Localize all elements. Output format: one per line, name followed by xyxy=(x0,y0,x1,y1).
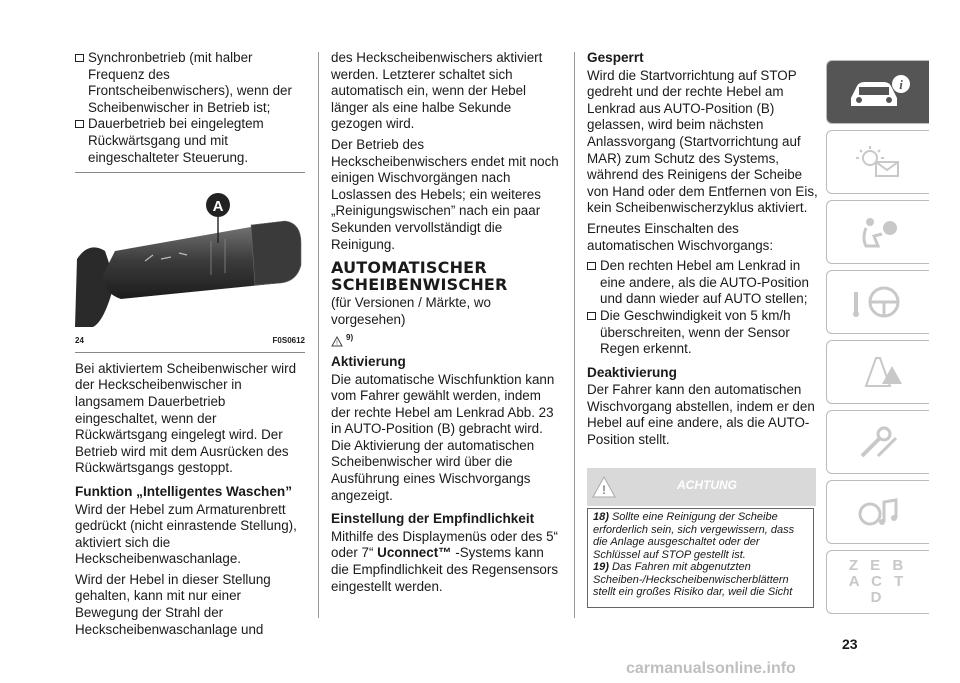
figure-24 xyxy=(75,181,303,331)
paragraph: Der Fahrer kann den automatischen Wischvorgang abstellen, indem er den Hebel auf eine andere, als die AUTO-Position stellt. xyxy=(587,382,815,448)
paragraph: Wird die Startvorrichtung auf STOP gedreht und der rechte Hebel am Lenkrad aus AUTO-Position (B) gelassen, wird beim nächsten Anlassvorgang (Startvorrichtung auf MAR) zum Schutz des Systems, während des Reinigens der Scheibe von Hand oder dem Entfernen von Eis, kein Scheibenwischerzyklus aktiviert. xyxy=(587,67,818,216)
warning-header xyxy=(587,468,816,506)
road-warning-icon xyxy=(848,352,908,392)
separator xyxy=(75,172,305,173)
figure-marker-a: A xyxy=(212,198,224,216)
multimedia-icon xyxy=(848,492,908,532)
paragraph: Bei aktiviertem Scheibenwischer wird der Heckscheibenwischer in langsamem Dauerbetrieb eingeschaltet, wenn der Rückwärtsgang eingelegt wird. Der Betrieb wird mit dem Ausrücken des Rückwärtsgangs gestoppt. xyxy=(75,360,297,476)
svg-text:!: ! xyxy=(602,483,606,497)
bullet-item: Synchronbetrieb (mit halber Frequenz des Frontscheibenwischers), wenn der Scheibenwischer in Betrieb ist; xyxy=(75,50,305,116)
airbag-icon xyxy=(848,212,908,252)
wiper-lever-illustration xyxy=(75,181,303,331)
heading-activation: Aktivierung xyxy=(331,353,406,369)
page-number: 23 xyxy=(842,636,858,652)
column-3 xyxy=(587,50,819,453)
svg-text:!: ! xyxy=(336,340,338,347)
column-divider xyxy=(318,52,319,618)
bullet-item: Den rechten Hebel am Lenkrad in eine andere, als die AUTO-Position und dann wieder auf AUTO stellen; xyxy=(587,258,819,308)
heading-automatic-wiper: AUTOMATISCHER SCHEIBENWISCHER xyxy=(331,258,508,295)
tools-icon xyxy=(848,422,908,462)
paragraph: (für Versionen / Märkte, wo vorgesehen) xyxy=(331,295,492,327)
tab-car-info[interactable] xyxy=(826,60,929,124)
paragraph: Der Betrieb des Heckscheibenwischers endet mit noch einigen Wischvorgängen nach Loslassen des Hebels; ein weiteres „Reinigungswischen” nach ein paar Sekunden vervollständigt die Reinigung. xyxy=(331,136,559,252)
tab-multimedia[interactable] xyxy=(826,480,929,544)
figure-number: 24 xyxy=(75,336,84,346)
checkbox-bullet-icon xyxy=(587,262,596,270)
footer-watermark: carmanualsonline.info xyxy=(626,660,796,677)
reference-marker: ! 9) xyxy=(331,330,563,347)
warning-triangle-icon xyxy=(591,475,617,499)
tab-emergency[interactable] xyxy=(826,340,929,404)
car-info-icon xyxy=(843,72,913,112)
warning-triangle-icon xyxy=(331,336,343,347)
figure-caption xyxy=(75,333,305,350)
index-icon: Z E B A C T D xyxy=(848,557,908,606)
warning-title: ACHTUNG xyxy=(677,478,737,492)
paragraph: Mithilfe des Displaymenüs oder des 5“ oder 7“ Uconnect™ -Systems kann die Empfindlichkeit des Regensensors eingestellt werden. xyxy=(331,528,559,594)
heading-locked: Gesperrt xyxy=(587,50,644,65)
heading-sensitivity: Einstellung der Empfindlichkeit xyxy=(331,511,535,527)
svg-text:i: i xyxy=(899,77,903,92)
tab-index[interactable] xyxy=(826,550,929,614)
chapter-tabs xyxy=(826,60,929,620)
paragraph: Wird der Hebel zum Armaturenbrett gedrückt (nicht einrastende Stellung), aktiviert sich die Heckscheibenwaschanlage. xyxy=(75,501,297,567)
bullet-item: Dauerbetrieb bei eingelegtem Rückwärtsgang und mit eingeschalteter Steuerung. xyxy=(75,116,305,166)
warning-box xyxy=(587,508,814,608)
column-1 xyxy=(75,50,305,642)
column-2 xyxy=(331,50,563,599)
warning-item-19: 19) Das Fahren mit abgenutzten Scheiben-/Heckscheibenwischerblättern stellt ein großes Risiko dar, weil die Sicht xyxy=(593,561,793,598)
bullet-item: Die Geschwindigkeit von 5 km/h überschreiten, wenn der Sensor Regen erkennt. xyxy=(587,308,819,358)
figure-code: F0S0612 xyxy=(272,336,305,346)
paragraph: Wird der Hebel in dieser Stellung gehalten, kann mit nur einer Bewegung der Strahl der Heckscheibenwaschanlage und xyxy=(75,571,271,637)
paragraph: Die automatische Wischfunktion kann vom Fahrer gewählt werden, indem der rechte Hebel am Lenkrad Abb. 23 in AUTO-Position (B) gebracht wird. Die Aktivierung der automatischen Scheibenwischer wird über die Ausführung eines Wischvorgangs angezeigt. xyxy=(331,371,555,503)
tab-safety[interactable] xyxy=(826,200,929,264)
tab-warning-lights[interactable] xyxy=(826,130,929,194)
warning-item-18: 18) Sollte eine Reinigung der Scheibe erforderlich sein, sich vergewissern, dass die Anlage ausgeschaltet oder der Schlüssel auf STOP gestellt ist. xyxy=(593,511,795,561)
tab-maintenance[interactable] xyxy=(826,410,929,474)
warning-lights-icon xyxy=(848,142,908,182)
tab-starting-driving[interactable] xyxy=(826,270,929,334)
checkbox-bullet-icon xyxy=(587,312,596,320)
steering-wheel-icon xyxy=(848,282,908,322)
paragraph: Erneutes Einschalten des automatischen Wischvorgangs: xyxy=(587,220,774,253)
heading-intelligent-wash: Funktion „Intelligentes Waschen” xyxy=(75,483,293,499)
heading-deactivation: Deaktivierung xyxy=(587,364,677,380)
column-divider xyxy=(574,52,575,618)
checkbox-bullet-icon xyxy=(75,54,84,62)
separator xyxy=(75,352,305,353)
paragraph: des Heckscheibenwischers aktiviert werden. Letzterer schaltet sich automatisch ein, wenn der Hebel länger als eine halbe Sekunde gezogen wird. xyxy=(331,50,543,132)
checkbox-bullet-icon xyxy=(75,120,84,128)
